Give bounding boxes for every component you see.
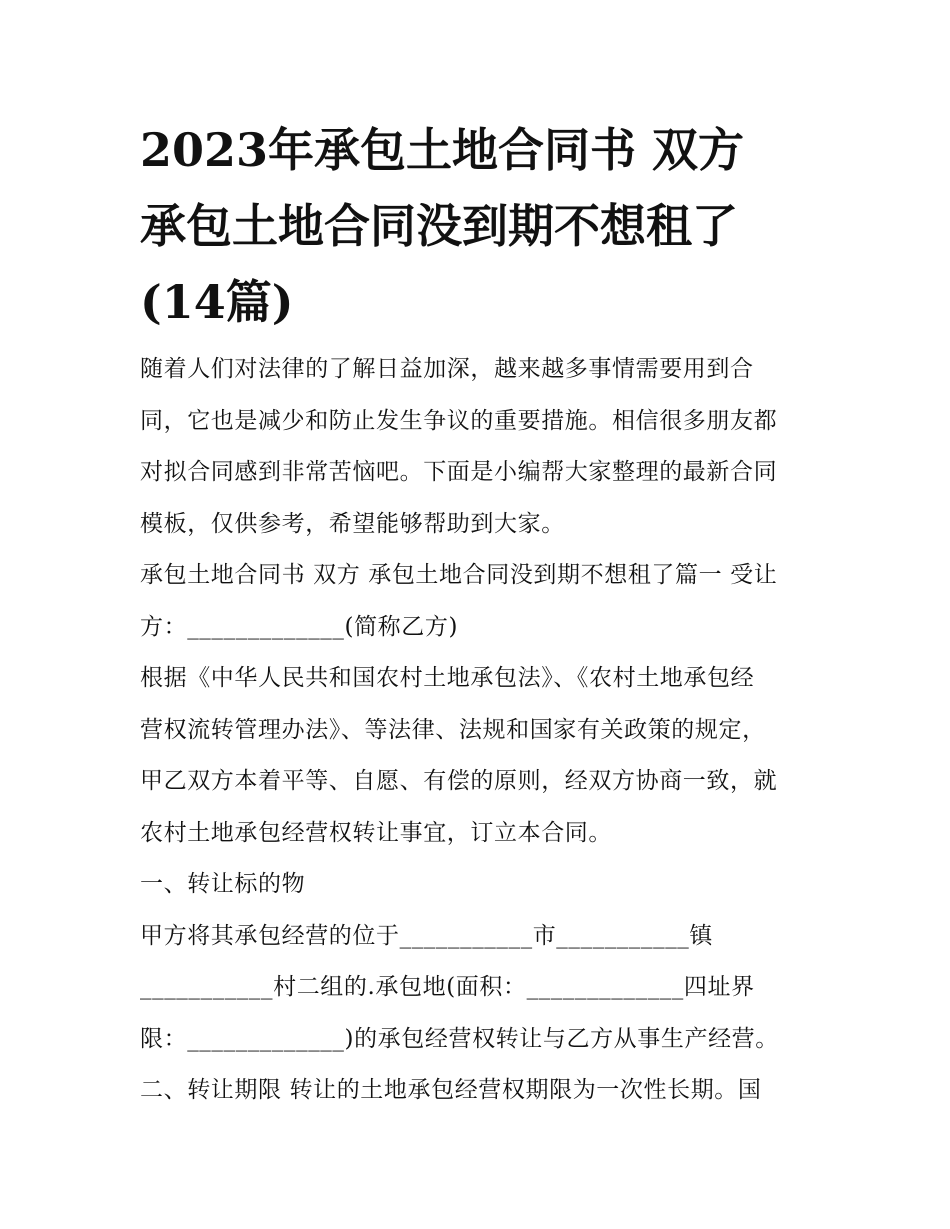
text-line: 承包土地合同书 双方 承包土地合同没到期不想租了篇一 受让 bbox=[140, 562, 778, 588]
text-line: 营权流转管理办法》、等法律、法规和国家有关政策的规定， bbox=[140, 716, 766, 743]
text-line: 限：_____________)的承包经营权转让与乙方从事生产经营。 bbox=[140, 1025, 779, 1052]
article-1-paragraph bbox=[140, 911, 820, 1066]
section-intro-paragraph bbox=[140, 550, 820, 653]
document-title bbox=[140, 112, 820, 340]
text-line: 二、转让期限 转让的土地承包经营权期限为一次性长期。国 bbox=[140, 1077, 762, 1103]
document-page bbox=[140, 112, 820, 1117]
heading-line: 一、转让标的物 bbox=[140, 871, 306, 897]
title-line: 承包土地合同没到期不想租了 bbox=[140, 199, 738, 253]
text-line: 方：_____________(简称乙方) bbox=[140, 613, 459, 640]
text-line: 模板，仅供参考，希望能够帮助到大家。 bbox=[140, 510, 565, 537]
text-line: ___________村二组的.承包地(面积：_____________四址界 bbox=[140, 974, 755, 1000]
text-line: 根据《中华人民共和国农村土地承包法》、《农村土地承包经 bbox=[140, 665, 755, 691]
title-line: 2023年承包土地合同书 双方 bbox=[140, 123, 745, 177]
text-line: 对拟合同感到非常苦恼吧。下面是小编帮大家整理的最新合同 bbox=[140, 459, 778, 485]
title-line: (14篇) bbox=[140, 275, 294, 329]
text-line: 甲方将其承包经营的位于___________市___________镇 bbox=[140, 922, 713, 949]
article-1-heading bbox=[140, 859, 820, 911]
article-2-paragraph bbox=[140, 1065, 820, 1117]
legal-basis-paragraph bbox=[140, 653, 820, 859]
text-line: 甲乙双方本着平等、自愿、有偿的原则，经双方协商一致，就 bbox=[140, 768, 778, 794]
intro-paragraph bbox=[140, 344, 820, 550]
text-line: 随着人们对法律的了解日益加深，越来越多事情需要用到合 bbox=[140, 356, 754, 382]
text-line: 农村土地承包经营权转让事宜，订立本合同。 bbox=[140, 819, 612, 846]
text-line: 同，它也是减少和防止发生争议的重要措施。相信很多朋友都 bbox=[140, 407, 778, 434]
